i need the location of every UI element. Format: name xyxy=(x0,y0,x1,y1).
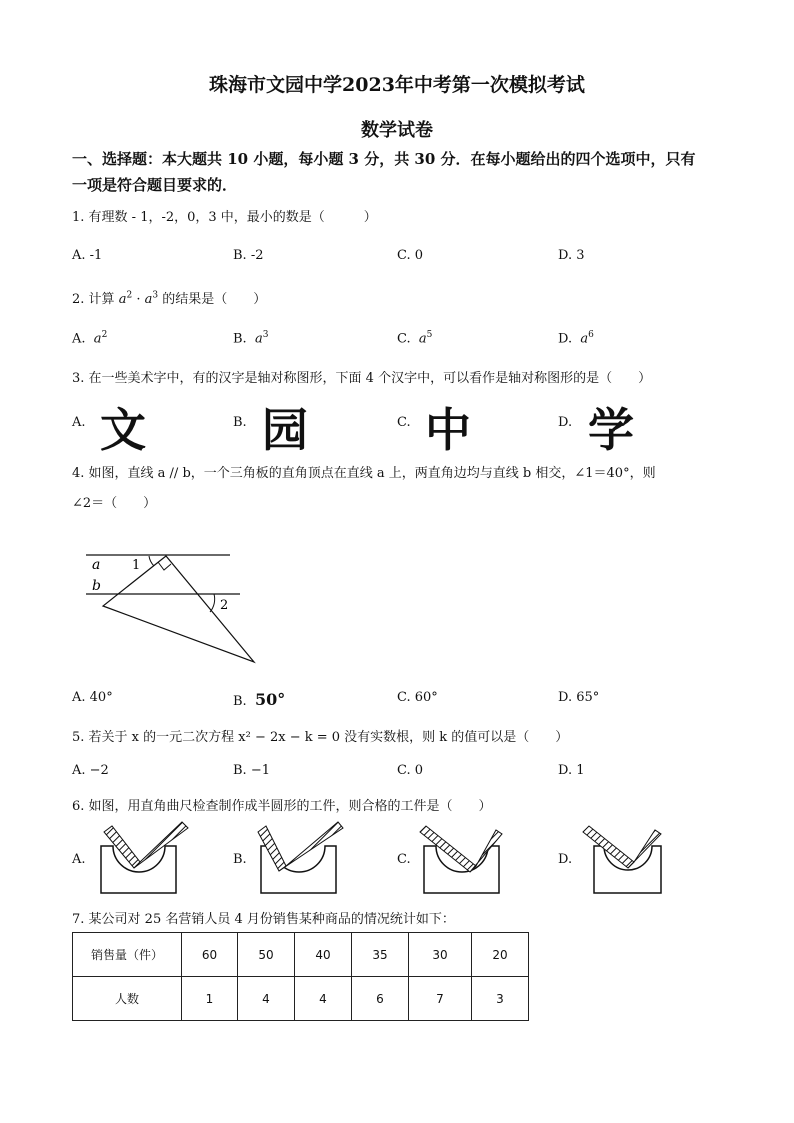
sales-table xyxy=(72,932,529,1021)
table-cell: 20 xyxy=(472,933,529,977)
q3-option-b-label: B. xyxy=(233,415,247,430)
q2-option-d: D. $a^6$ xyxy=(558,330,594,347)
label-b: b xyxy=(92,578,101,594)
section-heading-line-1: 一、选择题：本大题共 10 小题，每小题 3 分，共 30 分．在每小题给出的四个选项中，只有 xyxy=(72,150,696,168)
q3-char-yuan: 园 xyxy=(262,403,308,457)
table-cell: 1 xyxy=(182,977,238,1021)
table-cell: 35 xyxy=(352,933,409,977)
q6-option-d: D. xyxy=(558,852,573,867)
table-cell: 30 xyxy=(409,933,472,977)
table-cell: 50 xyxy=(238,933,295,977)
page-subtitle: 数学试卷 xyxy=(361,120,433,141)
table-cell: 6 xyxy=(352,977,409,1021)
page-title: 珠海市文园中学2023年中考第一次模拟考试 xyxy=(209,74,585,96)
q1-option-c: C. 0 xyxy=(397,248,424,263)
q6-option-a: A. xyxy=(72,852,86,867)
table-cell: 60 xyxy=(182,933,238,977)
q4-option-c: C. 60° xyxy=(397,690,438,705)
q6-option-b: B. xyxy=(233,852,247,867)
table-cell: 3 xyxy=(472,977,529,1021)
section-heading-line-2: 一项是符合题目要求的． xyxy=(72,176,238,194)
q4-option-d: D. 65° xyxy=(558,690,600,705)
question-4-stem-line-1: 4. 如图，直线 a // b，一个三角板的直角顶点在直线 a 上，两直角边均与直线 b 相交，∠1＝40°，则 xyxy=(72,466,656,481)
q3-option-c-label: C. xyxy=(397,415,411,430)
workpiece-a xyxy=(101,822,188,893)
q3-char-zhong: 中 xyxy=(425,403,471,457)
table-cell: 40 xyxy=(295,933,352,977)
q3-char-xue: 学 xyxy=(588,403,634,457)
q5-option-b: B. −1 xyxy=(233,763,270,778)
q1-option-b: B. -2 xyxy=(233,248,264,263)
table-row xyxy=(73,933,529,977)
table-header-cell: 人数 xyxy=(73,977,182,1021)
table-row xyxy=(73,977,529,1021)
table-cell: 4 xyxy=(295,977,352,1021)
q2-option-c: C. $a^5$ xyxy=(397,330,433,347)
q5-option-d: D. 1 xyxy=(558,763,585,778)
q1-option-a: A. -1 xyxy=(72,248,103,263)
question-6-stem: 6. 如图，用直角曲尺检查制作成半圆形的工件，则合格的工件是（ ） xyxy=(72,799,492,814)
label-angle-2: 2 xyxy=(220,598,229,613)
q3-char-wen: 文 xyxy=(100,403,146,457)
label-a: a xyxy=(92,557,101,573)
question-1-stem: 1. 有理数 - 1，-2，0，3 中，最小的数是（ ） xyxy=(72,210,377,225)
workpiece-d xyxy=(583,826,661,893)
q6-option-c: C. xyxy=(397,852,411,867)
q5-option-c: C. 0 xyxy=(397,763,424,778)
workpiece-c xyxy=(420,826,502,893)
q3-option-d-label: D. xyxy=(558,415,573,430)
table-cell: 7 xyxy=(409,977,472,1021)
question-4-stem-line-2: ∠2＝（ ） xyxy=(72,496,157,511)
q2-option-b: B. $a^3$ xyxy=(233,330,269,347)
q2-stem-suffix: 的结果是（ ） xyxy=(162,292,267,307)
q3-option-a-label: A. xyxy=(72,415,86,430)
question-5-stem: 5. 若关于 x 的一元二次方程 x² − 2x − k = 0 没有实数根，则 k 的值可以是（ ） xyxy=(72,730,569,745)
q2-stem-prefix: 2. 计算 xyxy=(72,292,115,307)
table-cell: 4 xyxy=(238,977,295,1021)
table-header-cell: 销售量（件） xyxy=(73,933,182,977)
workpiece-b xyxy=(258,822,343,893)
q1-option-d: D. 3 xyxy=(558,248,585,263)
q2-option-a: A. $a^2$ xyxy=(72,330,108,347)
label-angle-1: 1 xyxy=(132,558,141,573)
question-3-stem: 3. 在一些美术字中，有的汉字是轴对称图形，下面 4 个汉字中，可以看作是轴对称图形的是（ ） xyxy=(72,371,652,386)
question-2-stem: 2. 计算 $a^2 \cdot a^3$ 的结果是（ ） xyxy=(72,290,267,307)
q4-option-b: B. 50° xyxy=(233,690,286,709)
q4-option-a: A. 40° xyxy=(72,690,113,705)
q5-option-a: A. −2 xyxy=(72,763,109,778)
question-7-stem: 7. 某公司对 25 名营销人员 4 月份销售某种商品的情况统计如下： xyxy=(72,912,455,927)
